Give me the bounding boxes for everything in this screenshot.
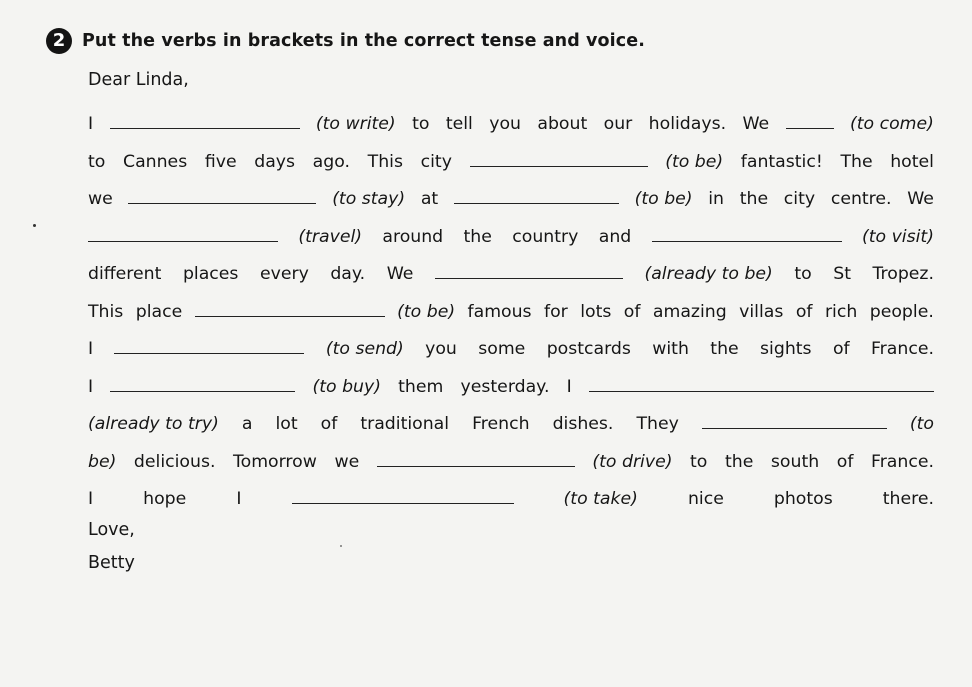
scan-speck: [33, 224, 36, 227]
answer-blank[interactable]: [128, 188, 316, 204]
answer-blank[interactable]: [88, 226, 278, 242]
answer-blank[interactable]: [652, 226, 842, 242]
word: photos: [773, 489, 833, 509]
exercise-heading: [46, 28, 645, 54]
answer-blank[interactable]: [702, 413, 887, 429]
answer-blank[interactable]: [110, 113, 300, 129]
letter-line: [88, 413, 934, 451]
word: I: [88, 114, 94, 134]
word: centre.: [830, 189, 892, 209]
letter-body: [88, 113, 934, 526]
word: the: [739, 189, 769, 209]
word: postcards: [546, 339, 631, 359]
word: to: [690, 451, 708, 472]
word: city: [420, 151, 452, 172]
word: we: [88, 189, 113, 209]
word: hope: [143, 489, 187, 509]
word: We: [907, 189, 934, 209]
word: our: [603, 114, 633, 134]
verb-hint: (already to be): [644, 264, 773, 284]
word: of: [795, 301, 813, 322]
word: you: [425, 339, 457, 359]
word: to: [88, 151, 106, 172]
word: They: [636, 414, 679, 434]
word: rich: [824, 301, 858, 322]
word: at: [420, 189, 439, 209]
verb-hint: (to buy): [312, 376, 381, 397]
answer-blank[interactable]: [110, 376, 295, 392]
word: The: [840, 151, 873, 172]
word: some: [478, 339, 526, 359]
word: a: [241, 414, 253, 434]
word: of: [623, 301, 641, 322]
word: Cannes: [123, 151, 188, 172]
word: lot: [275, 414, 298, 434]
letter-line: [88, 338, 934, 376]
letter-line: [88, 301, 934, 339]
verb-hint: (to drive): [592, 451, 673, 472]
verb-hint: (to stay): [332, 189, 406, 209]
word: of: [320, 414, 338, 434]
word: we: [334, 451, 360, 472]
letter-line: [88, 376, 934, 414]
verb-hint: (to: [909, 414, 934, 434]
word: south: [770, 451, 820, 472]
word: This: [88, 301, 124, 322]
word: around: [382, 226, 444, 247]
word: to: [794, 264, 812, 284]
letter-line: [88, 451, 934, 489]
answer-blank[interactable]: [195, 301, 385, 317]
word: the: [724, 451, 754, 472]
word: with: [652, 339, 689, 359]
verb-hint: (to send): [325, 339, 404, 359]
word: dishes.: [552, 414, 614, 434]
verb-hint: (to be): [634, 189, 693, 209]
word: France.: [871, 451, 934, 472]
word: sights: [760, 339, 812, 359]
word: yesterday.: [460, 376, 550, 397]
verb-hint: (to write): [315, 114, 396, 134]
word: amazing: [652, 301, 727, 322]
exercise-number: 2: [46, 28, 72, 54]
word: the: [710, 339, 739, 359]
word: French: [472, 414, 530, 434]
letter-line: [88, 488, 934, 526]
word: lots: [580, 301, 612, 322]
letter-line: [88, 113, 934, 151]
word: day.: [330, 264, 366, 284]
word: people.: [869, 301, 934, 322]
word: I: [566, 376, 572, 397]
word: there.: [882, 489, 934, 509]
word: every: [259, 264, 309, 284]
word: of: [836, 451, 854, 472]
word: of: [832, 339, 850, 359]
verb-hint: (already to try): [88, 414, 219, 434]
verb-hint: (to take): [563, 489, 638, 509]
letter-line: [88, 226, 934, 264]
word: them: [398, 376, 444, 397]
word: place: [135, 301, 183, 322]
word: famous: [467, 301, 532, 322]
word: We: [386, 264, 414, 284]
word: the: [463, 226, 492, 247]
greeting: Dear Linda,: [88, 70, 189, 90]
answer-blank[interactable]: [589, 376, 934, 392]
word: you: [489, 114, 521, 134]
answer-blank[interactable]: [377, 451, 575, 467]
word: days: [254, 151, 296, 172]
word: I: [236, 489, 242, 509]
letter-line: [88, 263, 934, 301]
word: This: [367, 151, 403, 172]
word: for: [544, 301, 568, 322]
word: places: [182, 264, 239, 284]
word: holidays.: [648, 114, 727, 134]
answer-blank[interactable]: [114, 338, 304, 354]
word: I: [88, 489, 94, 509]
verb-hint: be): [88, 451, 117, 472]
word: Tropez.: [872, 264, 934, 284]
verb-hint: (to be): [665, 151, 724, 172]
word: and: [598, 226, 632, 247]
word: nice: [687, 489, 724, 509]
verb-hint: (travel): [298, 226, 362, 247]
word: We: [742, 114, 770, 134]
answer-blank[interactable]: [470, 151, 648, 167]
letter-line: [88, 188, 934, 226]
sign-off: Love,: [88, 520, 135, 540]
word: tell: [445, 114, 473, 134]
word: I: [88, 339, 94, 359]
verb-hint: (to be): [397, 301, 456, 322]
answer-blank[interactable]: [786, 113, 834, 129]
word: traditional: [360, 414, 450, 434]
word: country: [512, 226, 579, 247]
letter-line: [88, 151, 934, 189]
word: different: [88, 264, 162, 284]
word: fantastic!: [740, 151, 823, 172]
word: Tomorrow: [233, 451, 317, 472]
instruction-text: Put the verbs in brackets in the correct tense and voice.: [82, 31, 645, 51]
word: ago.: [312, 151, 350, 172]
word: delicious.: [133, 451, 216, 472]
word: city: [783, 189, 816, 209]
word: villas: [739, 301, 784, 322]
word: I: [88, 376, 94, 397]
word: five: [204, 151, 237, 172]
word: about: [537, 114, 588, 134]
word: France.: [870, 339, 934, 359]
scan-speck: [340, 545, 342, 547]
verb-hint: (to come): [849, 114, 934, 134]
word: in: [708, 189, 725, 209]
word: hotel: [890, 151, 934, 172]
answer-blank[interactable]: [292, 488, 514, 504]
answer-blank[interactable]: [435, 263, 623, 279]
word: to: [412, 114, 430, 134]
verb-hint: (to visit): [862, 226, 934, 247]
signature: Betty: [88, 553, 135, 573]
answer-blank[interactable]: [454, 188, 619, 204]
word: St: [833, 264, 851, 284]
